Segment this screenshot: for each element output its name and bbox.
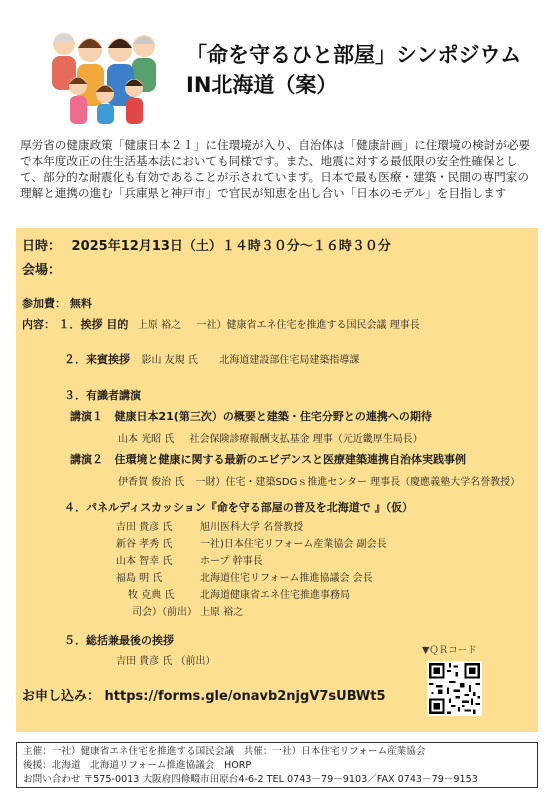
lecture2-speaker: 伊香賀 俊治 氏 xyxy=(118,477,185,488)
moderator-name: 上原 裕之 xyxy=(200,607,244,618)
date-value: 2025年12月13日（土）１４時３０分～１６時３０分 xyxy=(71,239,391,254)
item1-org: 一社）健康省エネ住宅を推進する国民会議 理事長 xyxy=(196,320,420,331)
panelist-name: 牧 克典 氏 xyxy=(128,590,175,601)
panelist-org: 旭川医科大学 名誉教授 xyxy=(200,522,304,533)
lecture1-label: 講演１ xyxy=(70,410,103,423)
item2-org: 北海道建設部住宅局建築指導課 xyxy=(219,355,360,366)
intro-paragraph: 厚労省の健康政策「健康日本２１」に住環境が入り、自治体は「健康計画」に住環境の検討が必要で本年度改正の住生活基本法においても同様です。また、地震に対する最低限の安全性確保として、部分的な耐震化も有効であることが示されています。日本で最も医療・建築・民間の専門家の理解と連携の進む「兵庫県と神戸市」で官民が知恵を出し合い「日本のモデル」を目指します xyxy=(20,138,531,200)
apply-link[interactable]: https://forms.gle/onavb2njgV7sUBWt5 xyxy=(104,689,386,704)
lecture1-title: 健康日本21(第三次）の概要と建築・住宅分野との連携への期待 xyxy=(114,410,432,423)
footer xyxy=(16,742,538,788)
page-subtitle: IN北海道（案） xyxy=(186,73,338,97)
date-label: 日時： xyxy=(22,239,62,254)
fee-row xyxy=(22,295,92,311)
lecture-2-speaker-row xyxy=(118,473,520,488)
panelist-name: 山本 智幸 氏 xyxy=(116,556,173,567)
program-item-1 xyxy=(22,316,420,332)
item3-heading: ３．有識者講演 xyxy=(64,389,141,402)
panelist-org: 北海道健康省エネ住宅推進事務局 xyxy=(200,590,350,601)
footer-supporters: 後援：北海道 北海道リフォーム推進協議会 HORP xyxy=(23,760,252,771)
header xyxy=(0,0,550,136)
lecture2-org: 一財）住宅・建築SDGｓ推進センター 理事長（慶應義塾大学名誉教授） xyxy=(195,477,521,488)
fee-value: 無料 xyxy=(69,297,92,310)
lecture2-title: 住環境と健康に関する最新のエビデンスと医療建築連携自治体実践事例 xyxy=(114,453,466,466)
item5-heading: ５．総括兼最後の挨拶 xyxy=(64,634,174,647)
item2-speaker: 影山 友規 氏 xyxy=(141,355,198,366)
item1-heading: １．挨拶 目的 xyxy=(58,318,129,331)
program-item-2 xyxy=(64,351,359,367)
venue-label: 会場： xyxy=(22,263,62,278)
content-label: 内容： xyxy=(22,318,55,331)
lecture-1-speaker-row xyxy=(118,430,423,445)
panelist xyxy=(116,552,263,567)
panelist xyxy=(116,569,373,584)
lecture-2 xyxy=(70,451,466,467)
title-block xyxy=(186,40,546,100)
event-info-panel xyxy=(16,228,538,732)
date-row xyxy=(22,235,391,254)
panelist xyxy=(116,518,303,533)
lecture-1 xyxy=(70,408,432,424)
moderator-label: 司会）（前出） xyxy=(132,607,197,618)
lecture1-speaker: 山本 光昭 氏 xyxy=(118,434,175,445)
panelist xyxy=(116,535,387,550)
panelist-name: 吉田 貴彦 氏 xyxy=(116,522,173,533)
panelist xyxy=(116,586,350,601)
panelist-name: 新谷 孝秀 氏 xyxy=(116,539,173,550)
fee-label: 参加費： xyxy=(22,297,66,310)
family-illustration xyxy=(40,14,170,126)
item2-heading: ２．来賓挨拶 xyxy=(64,353,130,366)
footer-organizers: 主催：一社）健康省エネ住宅を推進する国民会議 共催：一社）日本住宅リフォーム産業協会 xyxy=(23,746,426,757)
moderator xyxy=(116,603,243,618)
item1-speaker: 上原 裕之 xyxy=(137,320,182,331)
qr-code[interactable] xyxy=(427,661,482,716)
lecture1-org: 社会保険診療報酬支払基金 理事（元近畿厚生局長） xyxy=(189,434,423,445)
panelist-name: 福島 明 氏 xyxy=(116,573,163,584)
page-title: 「命を守るひと部屋」シンポジウム xyxy=(186,43,522,67)
apply-label: お申し込み： xyxy=(22,689,101,704)
lecture2-label: 講演２ xyxy=(70,453,103,466)
panelist-org: 一社)日本住宅リフォーム産業協会 副会長 xyxy=(200,539,387,550)
apply-row xyxy=(22,685,386,704)
item4-heading: ４．パネルディスカッション『命を守る部屋の普及を北海道で 』（仮） xyxy=(64,501,414,514)
panelist-org: 北海道住宅リフォーム推進協議会 会長 xyxy=(200,573,373,584)
footer-contact: お問い合わせ 〒575-0013 大阪府四條畷市田原台4-6-2 TEL 0743－79－9103／FAX 0743－79－9153 xyxy=(23,774,478,785)
panelist-org: ホープ 幹事長 xyxy=(200,556,263,567)
item5-speaker: 吉田 貴彦 氏 （前出） xyxy=(116,656,216,667)
qr-label: ▼ＱＲコード xyxy=(422,645,477,656)
